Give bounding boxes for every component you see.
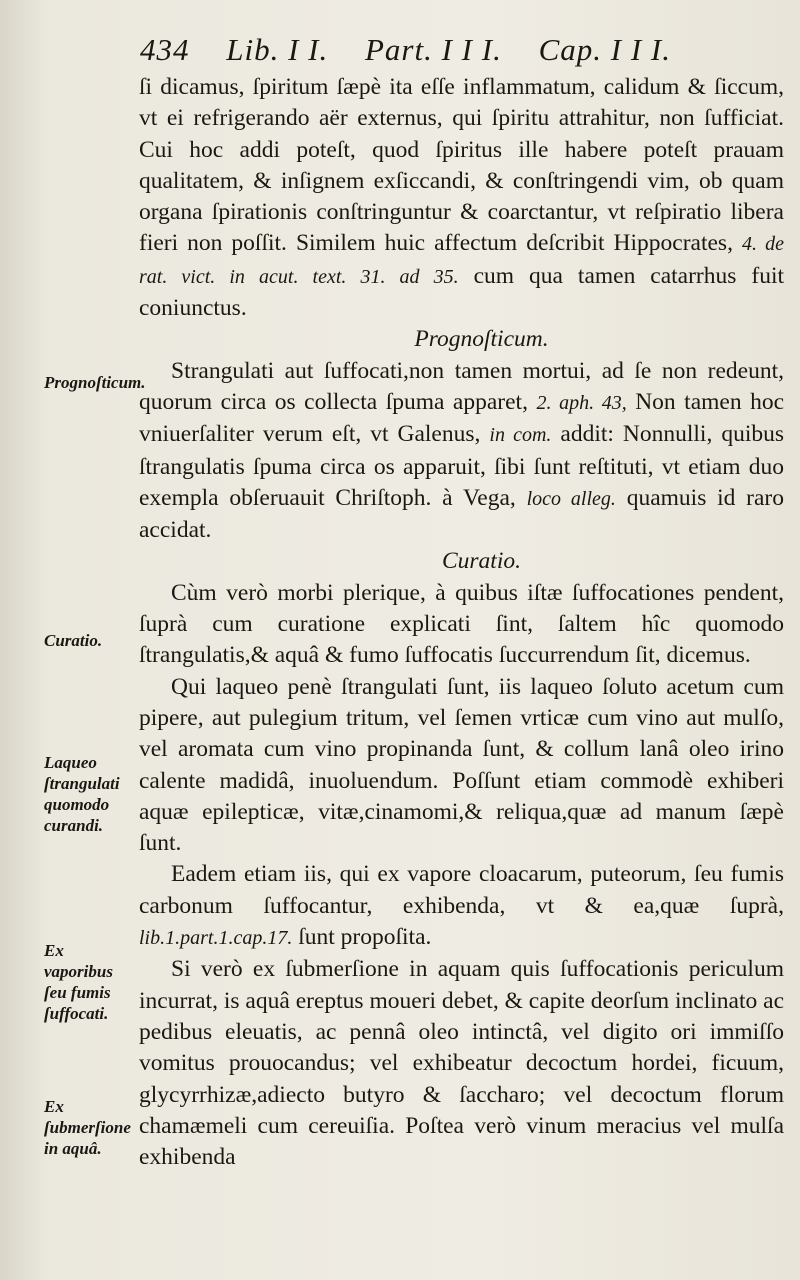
margin-note-vaporibus: Ex vaporibus ſeu fumis ſuffocati. (44, 941, 113, 1023)
header-lib: Lib. I I. (226, 32, 329, 67)
citation: lib.1.part.1.cap.17. (139, 927, 293, 950)
main-text (139, 72, 784, 1173)
citation: 2. aph. 43, (536, 391, 627, 414)
citation: in com. (489, 424, 552, 447)
margin-note-submersione: Ex ſubmerſione in aquâ. (44, 1097, 131, 1158)
header-cap: Cap. I I I. (538, 32, 671, 67)
margin-note-prognosticum: Prognoſticum. (44, 373, 146, 392)
paragraph-4: Qui laqueo penè ſtrangulati ſunt, iis laqueo ſoluto acetum cum pipere, aut pulegium tritum, vel ſemen vrticæ cum vino aut mulſo, vel aromata cum vino propinanda ſunt, & collum lanâ oleo irino calente madidâ, inuoluendum. Poſſunt etiam commodè exhiberi aquæ epilepticæ, vitæ,cinamomi,& reliqua,quæ ad manum ſæpè ſunt. (139, 673, 784, 857)
section-heading-prognosticum: Prognoſticum. (414, 326, 549, 353)
paragraph-2: Strangulati aut ſuffocati,non tamen mortui, ad ſe non redeunt, quorum circa os collecta ſpuma apparet, 2. aph. 43, Non tamen hoc vniuerſaliter verum eſt, vt Galenus, in com. addit: Nonnulli, quibus ſtrangulatis ſpuma circa os apparuit, ſibi ſunt reſtituti, vt etiam duo exempla obſeruauit Chriſtoph. à Vega, loco alleg. quamuis id raro accidat. (139, 357, 785, 544)
running-header (140, 32, 699, 68)
page-number: 434 (140, 32, 190, 67)
paragraph-1: ſi dicamus, ſpiritum ſæpè ita eſſe inflammatum, calidum & ſiccum, vt ei refrigerando aër externus, qui ſpiritu attrahitur, non ſufficiat. Cui hoc addi poteſt, quod ſpiritus ille habere poteſt prauam qualitatem, & inſignem exſiccandi, & conſtringendi vim, ob quam organa ſpirationis conſtringuntur & coarctantur, vt reſpiratio libera fieri non poſſit. Similem huic affectum deſcribit Hippocrates, 4. de rat. vict. in acut. text. 31. ad 35. cum qua tamen catarrhus fuit coniunctus. (139, 74, 785, 322)
header-part: Part. I I I. (365, 32, 502, 67)
paragraph-5: Eadem etiam iis, qui ex vapore cloacarum, puteorum, ſeu fumis carbonum ſuffocantur, exhibenda, vt & ea,quæ ſuprà, lib.1.part.1.cap.17. ſunt propoſita. (139, 861, 784, 951)
margin-note-laqueo: Laqueo ſtrangulati quomodo curandi. (44, 753, 120, 835)
margin-note-curatio: Curatio. (44, 631, 103, 650)
section-heading-curatio: Curatio. (441, 548, 521, 575)
citation: loco alleg. (526, 487, 616, 510)
paragraph-3: Cùm verò morbi plerique, à quibus iſtæ ſuffocationes pendent, ſuprà cum curatione explicati ſint, ſaltem hîc quomodo ſtrangulatis,& aquâ & fumo ſuffocatis ſuccurrendum ſit, dicemus. (139, 579, 784, 669)
citation: 4. de rat. vict. in acut. text. 31. ad 35. (139, 233, 785, 288)
paragraph-6: Si verò ex ſubmerſione in aquam quis ſuffocationis periculum incurrat, is aquâ ereptus moueri debet, & capite deorſum inclinato ac pedibus eleuatis, ac pennâ oleo intinctâ, vel digito ori immiſſo vomitus prouocandus; vel exhibeatur decoctum hordei, ficuum, glycyrrhizæ,adiecto butyro & ſaccharo; vel decoctum florum chamæmeli cum cereuiſia. Poſtea verò vinum meracius vel mulſa exhibenda (139, 956, 784, 1171)
